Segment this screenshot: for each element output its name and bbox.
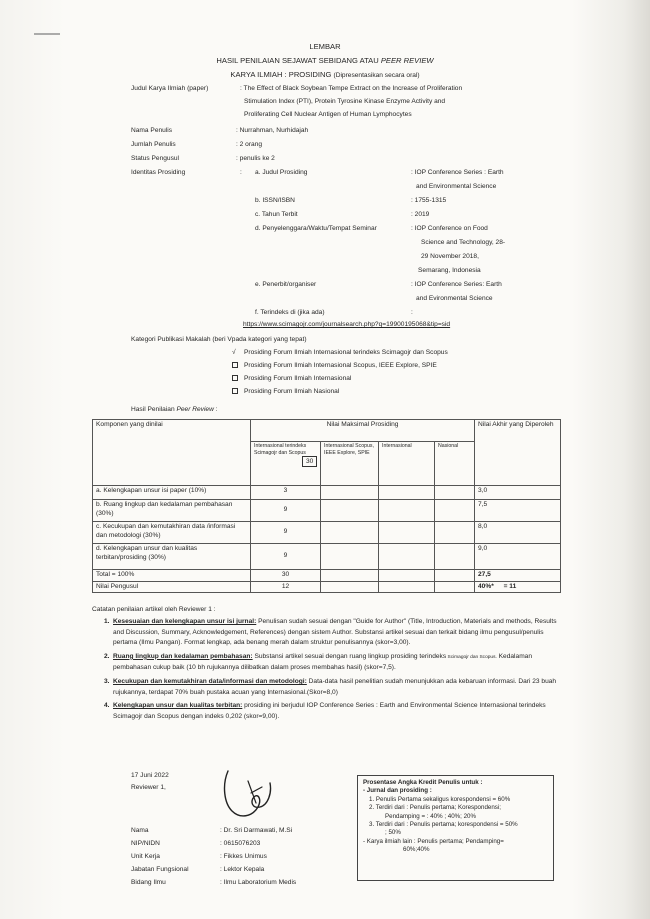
persentase-line: - Jurnal dan prosiding : <box>363 787 432 795</box>
table-caption-text: Hasil Penilaian <box>131 406 175 413</box>
row-empty <box>321 581 379 593</box>
kategori-option-1-label: Prosiding Forum Ilmiah Internasional terindeks Scimagojr dan Scopus <box>244 349 448 356</box>
penerbit-label: e. Penerbit/organiser <box>255 281 317 288</box>
judul-prosiding-label: a. Judul Prosiding <box>255 169 308 176</box>
identitas-prosiding-label: Identitas Prosiding <box>131 169 186 176</box>
jumlah-penulis-value: : 2 orang <box>236 141 263 148</box>
row-empty <box>435 544 475 570</box>
note-text-tiny: Scimagojr dan Scopus. <box>446 654 497 660</box>
row-empty <box>321 486 379 500</box>
scimagojr-link[interactable]: https://www.scimagojr.com/journalsearch.php?q=19900195068&tip=sid <box>243 321 451 328</box>
row-empty <box>321 500 379 522</box>
note-text: prosiding ini berjudul IOP Conference Series : Earth and Environmental Science Internasional terindeks Scimagojr dan Scopus dengan indeks 0,202 (skor=9,00). <box>113 702 546 720</box>
row-max: 9 <box>251 522 321 544</box>
header-komponen: Komponen yang dinilai <box>93 420 251 486</box>
notes-list <box>92 617 559 722</box>
kategori-option-3-label: Prosiding Forum Ilmiah Internasional <box>244 375 352 382</box>
header-type-note: (Dipresentasikan secara oral) <box>333 72 420 79</box>
note-item <box>92 677 559 698</box>
kategori-option-2[interactable] <box>232 361 437 370</box>
judul-label: Judul Karya Ilmiah (paper) <box>131 85 209 92</box>
header-nilai-akhir: Nilai Akhir yang Diperoleh <box>475 420 561 486</box>
total-label: Total = 100% <box>93 570 251 582</box>
pengusul-akhir-pct: 40%* <box>478 582 494 590</box>
penyelenggara-value-4: Semarang, Indonesia <box>418 267 481 274</box>
kategori-option-4-label: Prosiding Forum Ilmiah Nasional <box>244 388 340 395</box>
row-akhir: 8,0 <box>475 522 561 544</box>
note-lead: Kesesuaian dan kelengkapan unsur isi jurnal: <box>113 618 257 625</box>
penyelenggara-value-2: Science and Technology, 28- <box>421 239 506 246</box>
judul-prosiding-value-2: and Environmental Science <box>416 183 497 190</box>
header-subtitle <box>0 56 650 66</box>
tahun-terbit-value: : 2019 <box>411 211 430 218</box>
row-empty <box>379 522 435 544</box>
row-empty <box>379 581 435 593</box>
kategori-title: Kategori Publikasi Makalah (beri Vpada kategori yang tepat) <box>131 336 307 343</box>
pengusul-akhir-value: = 11 <box>503 582 517 590</box>
row-label: c. Kecukupan dan kemutakhiran data /informasi dan metodologi (30%) <box>93 522 251 544</box>
nama-penulis-label: Nama Penulis <box>131 127 173 134</box>
judul-value-2: Stimulation Index (PTI), Protein Tyrosine Kinase Enzyme Activity and <box>244 98 446 105</box>
row-empty <box>379 544 435 570</box>
table-row <box>93 522 561 544</box>
reviewer-unit-value: : Fikkes Unimus <box>220 853 267 860</box>
reviewer-jabatan-value: : Lektor Kepala <box>220 866 265 873</box>
kategori-option-3[interactable] <box>232 374 351 383</box>
max-score-box: 30 <box>302 456 317 467</box>
terindeks-label: f. Terindeks di (jika ada) <box>255 309 325 316</box>
header-subtitle-text: HASIL PENILAIAN SEJAWAT SEBIDANG ATAU <box>216 56 379 65</box>
judul-value-3: Proliferating Cell Nuclear Antigen of Human Lymphocytes <box>244 111 412 118</box>
header-subtitle-italic: PEER REVIEW <box>380 56 434 65</box>
total-akhir: 27,5 <box>475 570 561 582</box>
persentase-line: ; 50% <box>385 829 401 837</box>
table-row <box>93 544 561 570</box>
reviewer-jabatan-label: Jabatan Fungsional <box>131 866 189 873</box>
subheader-internasional: Internasional <box>379 442 435 486</box>
table-total-row <box>93 570 561 582</box>
reviewer-bidang-label: Bidang Ilmu <box>131 879 166 886</box>
note-text-cont: Kedalaman pembahasan cukup baik (10 bh rujukannya dilibatkan dalam proses membahas hasil) (skor=7,5). <box>113 652 533 672</box>
note-item <box>92 617 559 649</box>
table-caption <box>131 405 218 414</box>
persentase-line: 3. Terdiri dari : Penulis pertama; korespondensi = 50% <box>369 821 518 829</box>
row-max: 9 <box>251 500 321 522</box>
row-empty <box>321 570 379 582</box>
reviewer-nip-value: : 0615076203 <box>220 840 261 847</box>
header-nilai-maksimal: Nilai Maksimal Prosiding <box>251 420 475 442</box>
reviewer-nama-value: : Dr. Sri Darmawati, M.Si <box>220 827 293 834</box>
header-type <box>0 70 650 80</box>
row-empty <box>435 522 475 544</box>
row-label: b. Ruang lingkup dan kedalaman pembahasan (30%) <box>93 500 251 522</box>
judul-value-1: : The Effect of Black Soybean Tempe Extract on the Increase of Proliferation <box>240 85 463 92</box>
row-label: a. Kelengkapan unsur isi paper (10%) <box>93 486 251 500</box>
note-number: 2. <box>104 652 110 660</box>
subheader-scimagojr <box>251 442 321 486</box>
row-akhir: 3,0 <box>475 486 561 500</box>
reviewer-bidang-value: : Ilmu Laboratorium Medis <box>220 879 297 886</box>
note-number: 1. <box>104 618 110 625</box>
note-number: 4. <box>104 702 110 710</box>
row-empty <box>321 522 379 544</box>
total-max: 30 <box>251 570 321 582</box>
persentase-line: - Karya ilmiah lain : Penulis pertama; Pendamping= <box>363 837 504 845</box>
row-max: 9 <box>251 544 321 570</box>
check-mark-icon: √ <box>232 349 236 356</box>
issn-value: : 1755-1315 <box>411 197 447 204</box>
pengusul-akhir <box>475 581 561 593</box>
note-lead: Ruang lingkup dan kedalaman pembahasan: <box>113 652 253 660</box>
penyelenggara-value-3: 29 November 2018, <box>421 253 479 260</box>
sign-reviewer: Reviewer 1, <box>131 784 166 791</box>
persentase-line: Pendamping = : 40% ; 40%; 20% <box>385 812 476 820</box>
jumlah-penulis-label: Jumlah Penulis <box>131 141 176 148</box>
penerbit-value-1: : IOP Conference Series: Earth <box>411 281 502 288</box>
table-caption-colon: : <box>215 406 218 413</box>
row-empty <box>379 570 435 582</box>
reviewer-notes <box>92 605 559 725</box>
nama-penulis-value: : Nurrahman, Nurhidajah <box>236 127 309 134</box>
penyelenggara-value-1: : IOP Conference on Food <box>411 225 488 232</box>
kategori-option-4[interactable] <box>232 387 339 396</box>
row-empty <box>379 500 435 522</box>
subheader-nasional: Nasional <box>435 442 475 486</box>
kategori-option-1[interactable] <box>232 348 448 357</box>
table-caption-italic: Peer Review <box>176 406 214 413</box>
note-text: Substansi artikel sesuai dengan ruang lingkup prosiding terindeks <box>252 652 447 660</box>
note-number: 3. <box>104 677 110 685</box>
persentase-line: 2. Terdiri dari : Penulis pertama; Korespondensi; <box>369 804 501 812</box>
table-row <box>93 500 561 522</box>
score-table <box>92 419 561 593</box>
subheader-scimagojr-text: Internasional terindeks Scimagojr dan Scopus <box>254 443 307 456</box>
persentase-box <box>357 775 554 881</box>
table-header-row <box>93 420 561 442</box>
row-akhir: 7,5 <box>475 500 561 522</box>
row-akhir: 9,0 <box>475 544 561 570</box>
pengusul-max: 12 <box>251 581 321 593</box>
tahun-terbit-label: c. Tahun Terbit <box>255 211 298 218</box>
reviewer-nama-label: Nama <box>131 827 149 834</box>
row-empty <box>435 570 475 582</box>
header-type-text: KARYA ILMIAH : PROSIDING <box>230 70 332 79</box>
checkbox-icon <box>232 362 238 368</box>
checkbox-icon <box>232 375 238 381</box>
row-label: d. Kelengkapan unsur dan kualitas terbitan/prosiding (30%) <box>93 544 251 570</box>
table-row <box>93 486 561 500</box>
sign-date: 17 Juni 2022 <box>131 772 169 779</box>
note-text: Penulisan sudah sesuai dengan "Guide for Author" (Title, Introduction, Materials and methods, Results and Discussion, Summary, Acknowledgement, References) dengan sistem Author. Substansi artikel sesuai dan terkait bidang ilmu pengusul/penulis pertama (Ilmu Pangan). Format lengkap, ada benang merah dalam struktur penulisannya (skor=3,00). <box>113 618 557 647</box>
scan-mark <box>34 33 60 35</box>
persentase-line: 60%;40% <box>403 846 430 854</box>
note-lead: Kelengkapan unsur dan kualitas terbitan: <box>113 702 243 710</box>
row-empty <box>379 486 435 500</box>
header-title: LEMBAR <box>309 42 341 51</box>
notes-title: Catatan penilaian artikel oleh Reviewer 1 : <box>92 606 216 613</box>
signature-icon <box>218 763 278 823</box>
row-max: 3 <box>251 486 321 500</box>
row-empty <box>435 486 475 500</box>
persentase-line: 1. Penulis Pertama sekaligus korespondensi = 60% <box>369 795 511 803</box>
issn-label: b. ISSN/ISBN <box>255 197 295 204</box>
note-item <box>92 701 559 722</box>
kategori-option-2-label: Prosiding Forum Ilmiah Internasional Scopus, IEEE Explore, SPIE <box>244 362 437 369</box>
reviewer-unit-label: Unit Kerja <box>131 853 160 860</box>
penyelenggara-label: d. Penyelenggara/Waktu/Tempat Seminar <box>255 225 377 232</box>
note-lead: Kecukupan dan kemutakhiran data/informasi dan metodologi: <box>113 677 307 685</box>
table-pengusul-row <box>93 581 561 593</box>
status-pengusul-label: Status Pengusul <box>131 155 180 162</box>
persentase-title: Prosentase Angka Kredit Penulis untuk : <box>363 779 483 786</box>
row-empty <box>435 500 475 522</box>
row-empty <box>321 544 379 570</box>
row-empty <box>435 581 475 593</box>
penerbit-value-2: and Evironmental Science <box>416 295 493 302</box>
subheader-scopus: Internasional Scopus, IEEE Explore, SPIE <box>321 442 379 486</box>
terindeks-colon: : <box>411 309 413 316</box>
pengusul-label: Nilai Pengusul <box>93 581 251 593</box>
checkbox-icon <box>232 388 238 394</box>
note-text: Data-data hasil penelitian sudah menunjukkan ada kebaruan informasi. Dari 23 buah rujukannya, terdapat 70% buah pustaka acuan yang Internasional.(Skor=8,0) <box>113 677 557 696</box>
identitas-prosiding-colon: : <box>240 169 242 176</box>
reviewer-nip-label: NIP/NIDN <box>131 840 160 847</box>
status-pengusul-value: : penulis ke 2 <box>236 155 275 162</box>
note-item <box>92 652 559 674</box>
judul-prosiding-value-1: : IOP Conference Series : Earth <box>411 169 504 176</box>
